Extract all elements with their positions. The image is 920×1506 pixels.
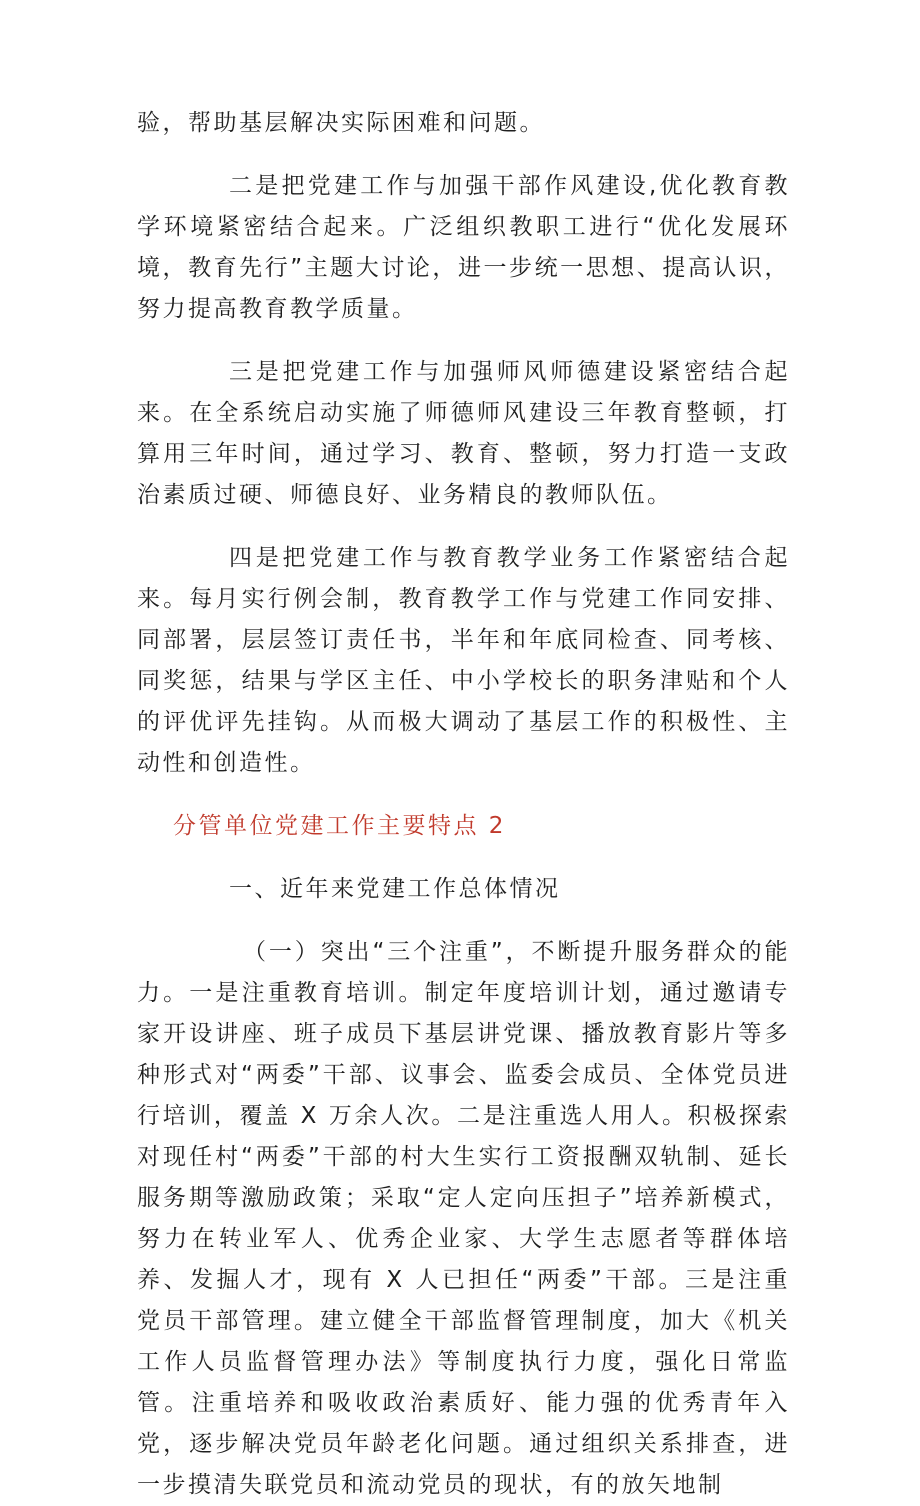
paragraph-point-two: 二是把党建工作与加强干部作风建设,优化教育教学环境紧密结合起来。广泛组织教职工进行“优化发展环境，教育先行”主题大讨论，进一步统一思想、提高认识，努力提高教育教学质量。 [137, 173, 790, 322]
document-page [137, 103, 790, 1506]
section-title: 分管单位党建工作主要特点 2 [173, 813, 506, 839]
paragraph-point-four: 四是把党建工作与教育教学业务工作紧密结合起来。每月实行例会制，教育教学工作与党建工作同安排、同部署，层层签订责任书，半年和年底同检查、同考核、同奖惩，结果与学区主任、中小学校长的职务津贴和个人的评优评先挂钩。从而极大调动了基层工作的积极性、主动性和创造性。 [137, 545, 790, 776]
heading-level-1: 一、近年来党建工作总体情况 [229, 876, 561, 902]
paragraph-subsection-one: （一）突出“三个注重”，不断提升服务群众的能力。一是注重教育培训。制定年度培训计划，通过邀请专家开设讲座、班子成员下基层讲党课、播放教育影片等多种形式对“两委”干部、议事会、监委会成员、全体党员进行培训，覆盖 X 万余人次。二是注重选人用人。积极探索对现任村“两委”干部的村大生实行工资报酬双轨制、延长服务期等激励政策；采取“定人定向压担子”培养新模式，努力在转业军人、优秀企业家、大学生志愿者等群体培养、发掘人才，现有 X 人已担任“两委”干部。三是注重党员干部管理。建立健全干部监督管理制度，加大《机关工作人员监督管理办法》等制度执行力度，强化日常监管。注重培养和吸收政治素质好、能力强的优秀青年入党，逐步解决党员年龄老化问题。通过组织关系排查，进一步摸清失联党员和流动党员的现状，有的放矢地制 [137, 939, 790, 1498]
paragraph-point-three: 三是把党建工作与加强师风师德建设紧密结合起来。在全系统启动实施了师德师风建设三年教育整顿，打算用三年时间，通过学习、教育、整顿，努力打造一支政治素质过硬、师德良好、业务精良的教师队伍。 [137, 359, 790, 508]
paragraph-continuation: 验，帮助基层解决实际困难和问题。 [137, 110, 545, 136]
